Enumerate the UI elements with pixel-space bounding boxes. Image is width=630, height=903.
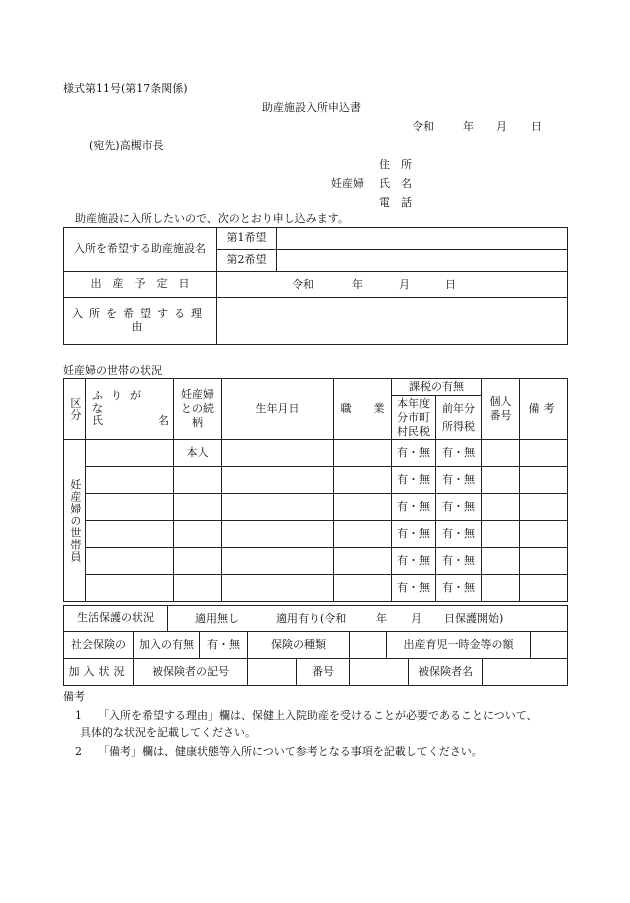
furigana-cell[interactable] xyxy=(86,467,174,494)
notes-heading: 備考 xyxy=(63,690,85,703)
remarks-cell[interactable] xyxy=(520,575,568,602)
insured-symbol-label: 被保険者の記号 xyxy=(134,659,248,686)
date-day-label: 日 xyxy=(531,120,542,133)
note-text: 「備考」欄は、健康状態等入所について参考となる事項を記載してください。 xyxy=(98,745,483,758)
table-row xyxy=(64,494,568,521)
job-cell[interactable] xyxy=(334,521,392,548)
note-text: 具体的な状況を記載してください。 xyxy=(80,726,256,739)
choice1-field[interactable] xyxy=(277,228,568,250)
relation-cell[interactable] xyxy=(174,494,222,521)
remarks-cell[interactable] xyxy=(520,521,568,548)
furigana-cell[interactable] xyxy=(86,440,174,467)
furigana-header: ふりがな xyxy=(92,389,149,415)
insurance-label-2: 加入状況 xyxy=(64,659,134,686)
facility-label: 入所を希望する助産施設名 xyxy=(64,228,217,272)
table-row xyxy=(64,440,568,467)
insured-symbol-field[interactable] xyxy=(248,659,297,686)
col-remarks: 備考 xyxy=(520,379,568,440)
insurance-label-1: 社会保険の xyxy=(64,632,134,659)
col-relation: 妊産婦との続柄 xyxy=(174,379,222,440)
remarks-cell[interactable] xyxy=(520,494,568,521)
tax-prev-year-yes-no[interactable]: 有・無 xyxy=(436,575,482,602)
furigana-cell[interactable] xyxy=(86,548,174,575)
remarks-cell[interactable] xyxy=(520,440,568,467)
insured-number-label: 番号 xyxy=(297,659,350,686)
personal-number-cell[interactable] xyxy=(482,440,520,467)
col-job: 職 業 xyxy=(334,379,392,440)
note-item-continued xyxy=(80,724,256,741)
welfare-not-applied[interactable]: 適用無し xyxy=(195,611,239,625)
note-number: 2 xyxy=(75,745,82,758)
tax-this-year-yes-no[interactable]: 有・無 xyxy=(392,548,436,575)
date-month-label: 月 xyxy=(496,120,507,133)
choice2-field[interactable] xyxy=(277,250,568,272)
insurance-table xyxy=(63,631,568,686)
note-item xyxy=(75,743,483,760)
insured-number-field[interactable] xyxy=(350,659,409,686)
col-personal-number: 個人番号 xyxy=(482,379,520,440)
household-table xyxy=(63,378,568,602)
col-furigana-name xyxy=(86,379,174,440)
insurance-type-field[interactable] xyxy=(350,632,387,659)
col-birth: 生年月日 xyxy=(222,379,334,440)
job-cell[interactable] xyxy=(334,494,392,521)
remarks-cell[interactable] xyxy=(520,467,568,494)
furigana-cell[interactable] xyxy=(86,521,174,548)
job-cell[interactable] xyxy=(334,467,392,494)
table-row xyxy=(64,521,568,548)
job-cell[interactable] xyxy=(334,575,392,602)
tax-this-year-yes-no[interactable]: 有・無 xyxy=(392,494,436,521)
due-date-field[interactable] xyxy=(217,272,568,298)
col-tax-group: 課税の有無 xyxy=(392,379,482,396)
household-section-title: 妊産婦の世帯の状況 xyxy=(63,364,162,377)
job-cell[interactable] xyxy=(334,548,392,575)
furigana-cell[interactable] xyxy=(86,494,174,521)
due-month-label: 月 xyxy=(399,277,410,291)
tax-this-year-yes-no[interactable]: 有・無 xyxy=(392,467,436,494)
welfare-status-field[interactable] xyxy=(168,606,568,632)
date-year-label: 年 xyxy=(463,120,474,133)
document-title: 助産施設入所申込書 xyxy=(262,101,361,114)
welfare-month-label: 月 xyxy=(411,611,422,625)
addressee: (宛先)高槻市長 xyxy=(89,139,164,152)
birth-cell[interactable] xyxy=(222,548,334,575)
applicant-label: 妊産婦 xyxy=(331,177,364,190)
table-row xyxy=(64,575,568,602)
name-label: 氏 名 xyxy=(379,177,412,190)
tax-prev-year-yes-no[interactable]: 有・無 xyxy=(436,548,482,575)
birth-cell[interactable] xyxy=(222,467,334,494)
personal-number-cell[interactable] xyxy=(482,494,520,521)
choice2-label: 第2希望 xyxy=(217,250,277,272)
row-group-label: 妊産婦の世帯員 xyxy=(64,440,86,602)
note-number: 1 xyxy=(75,709,82,722)
name-header: 氏 名 xyxy=(92,414,169,428)
personal-number-cell[interactable] xyxy=(482,521,520,548)
insurance-type-label: 保険の種類 xyxy=(248,632,350,659)
furigana-cell[interactable] xyxy=(86,575,174,602)
relation-cell[interactable] xyxy=(174,548,222,575)
reason-label: 入所を希望する理由 xyxy=(64,298,217,345)
insured-name-label: 被保険者名 xyxy=(409,659,483,686)
personal-number-cell[interactable] xyxy=(482,548,520,575)
remarks-cell[interactable] xyxy=(520,548,568,575)
date-era: 令和 xyxy=(412,120,434,133)
form-number: 様式第11号(第17条関係) xyxy=(63,82,188,95)
relation-cell[interactable] xyxy=(174,521,222,548)
note-text: 「入所を希望する理由」欄は、保健上入院助産を受けることが必要であることについて、 xyxy=(98,709,538,722)
tax-prev-year-yes-no[interactable]: 有・無 xyxy=(436,494,482,521)
personal-number-cell[interactable] xyxy=(482,575,520,602)
due-era: 令和 xyxy=(292,277,314,291)
note-item xyxy=(75,707,538,724)
welfare-applied[interactable]: 適用有り(令和 xyxy=(276,611,347,625)
birth-cell[interactable] xyxy=(222,521,334,548)
tax-prev-year-yes-no[interactable]: 有・無 xyxy=(436,440,482,467)
birth-cell[interactable] xyxy=(222,494,334,521)
due-day-label: 日 xyxy=(445,277,456,291)
relation-cell[interactable] xyxy=(174,467,222,494)
welfare-year-label: 年 xyxy=(376,611,387,625)
relation-cell[interactable] xyxy=(174,575,222,602)
tax-prev-year-yes-no[interactable]: 有・無 xyxy=(436,521,482,548)
welfare-label: 生活保護の状況 xyxy=(64,606,168,632)
tax-this-year-yes-no[interactable]: 有・無 xyxy=(392,575,436,602)
choice1-label: 第1希望 xyxy=(217,228,277,250)
personal-number-cell[interactable] xyxy=(482,467,520,494)
due-date-label: 出 産 予 定 日 xyxy=(64,272,217,298)
phone-label: 電 話 xyxy=(379,196,412,209)
welfare-table xyxy=(63,605,568,632)
job-cell[interactable] xyxy=(334,440,392,467)
col-tax-this-year: 本年度分市町村民税 xyxy=(392,396,436,440)
tax-this-year-yes-no[interactable]: 有・無 xyxy=(392,440,436,467)
tax-this-year-yes-no[interactable]: 有・無 xyxy=(392,521,436,548)
col-kubun: 区分 xyxy=(64,379,86,440)
tax-prev-year-yes-no[interactable]: 有・無 xyxy=(436,467,482,494)
insurance-join-status-label: 加入の有無 xyxy=(134,632,200,659)
table-row xyxy=(64,548,568,575)
lump-sum-label: 出産育児一時金等の額 xyxy=(387,632,531,659)
insurance-yes-no[interactable]: 有・無 xyxy=(200,632,248,659)
welfare-day-label: 日保護開始) xyxy=(444,611,504,625)
table-row xyxy=(64,467,568,494)
birth-cell[interactable] xyxy=(222,440,334,467)
relation-self: 本人 xyxy=(174,440,222,467)
due-year-label: 年 xyxy=(352,277,363,291)
lump-sum-field[interactable] xyxy=(531,632,568,659)
address-label: 住 所 xyxy=(379,158,412,171)
birth-cell[interactable] xyxy=(222,575,334,602)
intro-text: 助産施設に入所したいので、次のとおり申し込みます。 xyxy=(75,212,349,225)
col-tax-prev-year: 前年分所得税 xyxy=(436,396,482,440)
reason-field[interactable] xyxy=(217,298,568,345)
insured-name-field[interactable] xyxy=(483,659,568,686)
application-table xyxy=(63,227,568,345)
